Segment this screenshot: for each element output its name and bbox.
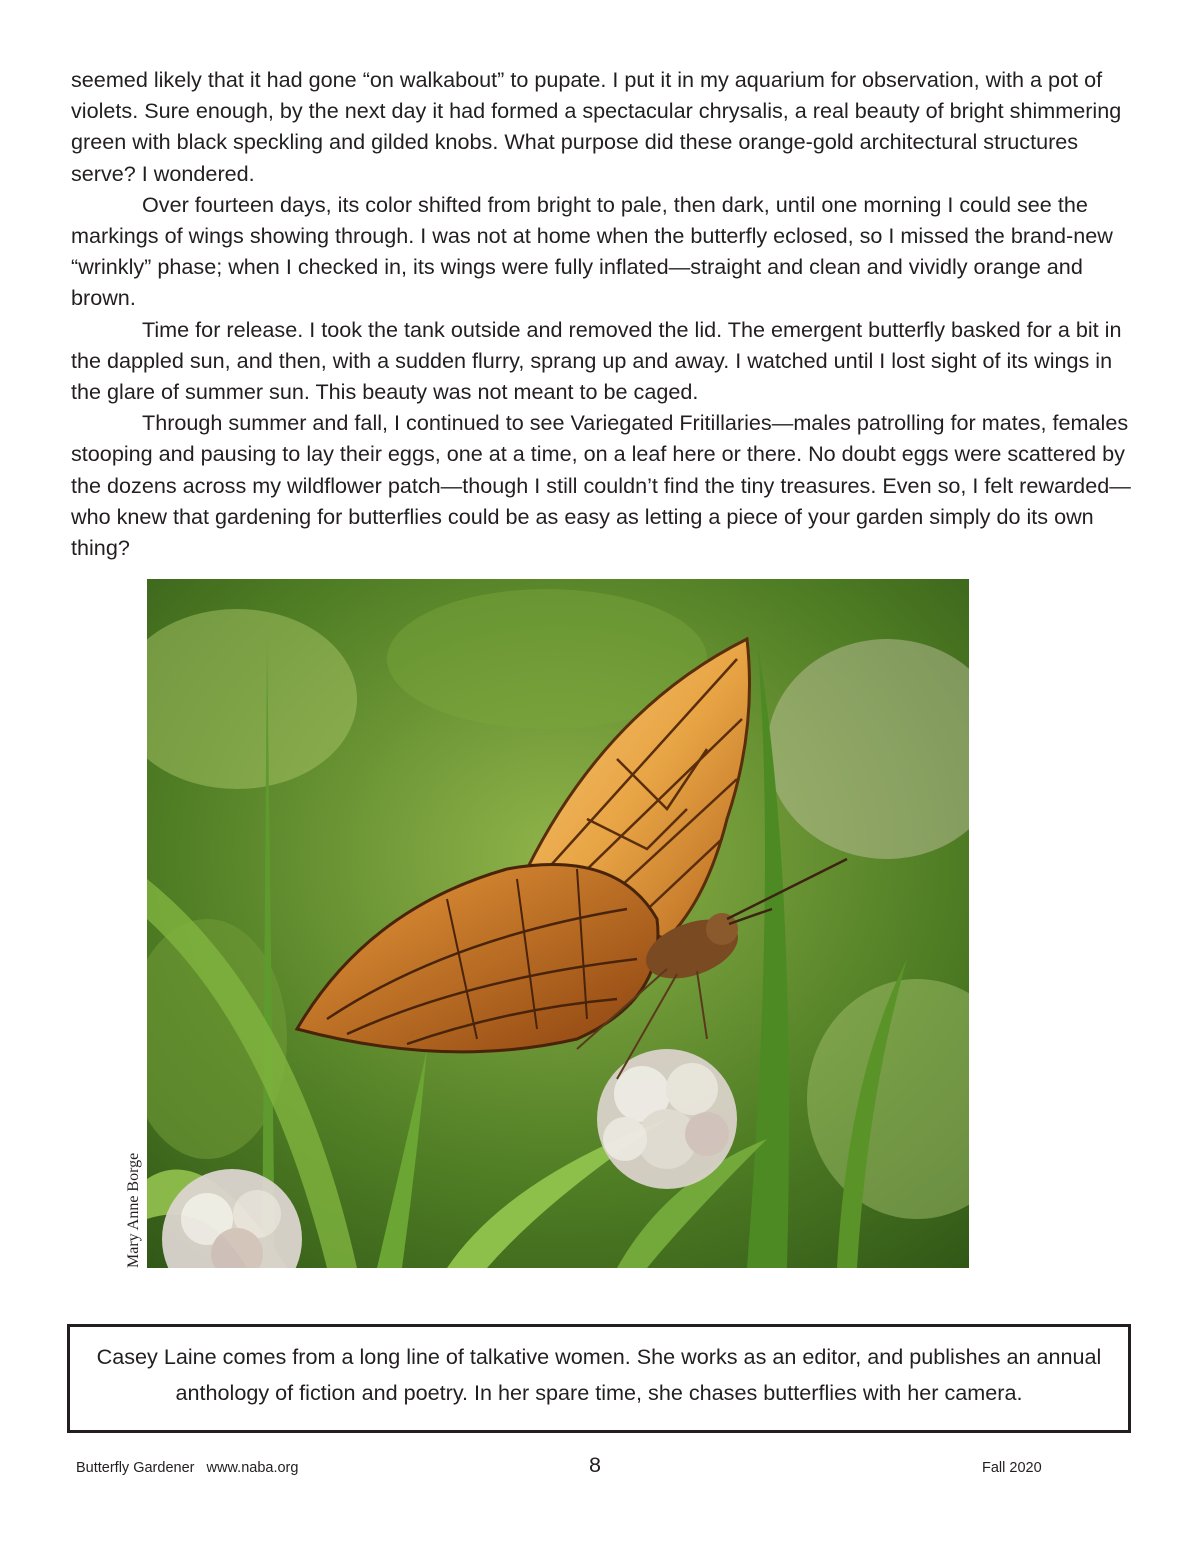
- article-body: [71, 64, 1131, 563]
- footer-issue: Fall 2020: [982, 1460, 1042, 1476]
- page-number: 8: [588, 1452, 601, 1477]
- article-paragraph: Through summer and fall, I continued to see Variegated Fritillaries—males patrolling for mates, females stooping and pausing to lay their eggs, one at a time, on a leaf here or there. No doubt eggs were scattered by the dozens across my wildflower patch—though I still couldn’t find the tiny treasures. Even so, I felt rewarded—who knew that gardening for butterflies could be as easy as letting a piece of your garden simply do its own thing?: [71, 410, 1131, 561]
- author-bio-box: [67, 1324, 1131, 1433]
- author-bio: Casey Laine comes from a long line of talkative women. She works as an editor, and publishes an annual anthology of fiction and poetry. In her spare time, she chases butterflies with her camera.: [96, 1344, 1102, 1405]
- article-paragraph: Over fourteen days, its color shifted from bright to pale, then dark, until one morning I could see the markings of wings showing through. I was not at home when the butterfly eclosed, so I missed the brand-new “wrinkly” phase; when I checked in, its wings were fully inflated—straight and clean and vividly orange and brown.: [71, 191, 1113, 311]
- footer-publication: Butterfly Gardener www.naba.org: [76, 1460, 299, 1476]
- photo-credit: Mary Anne Borge: [125, 1152, 142, 1268]
- article-paragraph: seemed likely that it had gone “on walkabout” to pupate. I put it in my aquarium for observation, with a pot of violets. Sure enough, by the next day it had formed a spectacular chrysalis, a real beauty of bright shimmering green with black speckling and gilded knobs. What purpose did these orange-gold architectural structures serve? I wondered.: [71, 67, 1122, 186]
- article-paragraph: Time for release. I took the tank outside and removed the lid. The emergent butterfly basked for a bit in the dappled sun, and then, with a sudden flurry, sprang up and away. I watched until I lost sight of its wings in the glare of summer sun. This beauty was not meant to be caged.: [71, 316, 1122, 405]
- butterfly-photo: [147, 579, 969, 1268]
